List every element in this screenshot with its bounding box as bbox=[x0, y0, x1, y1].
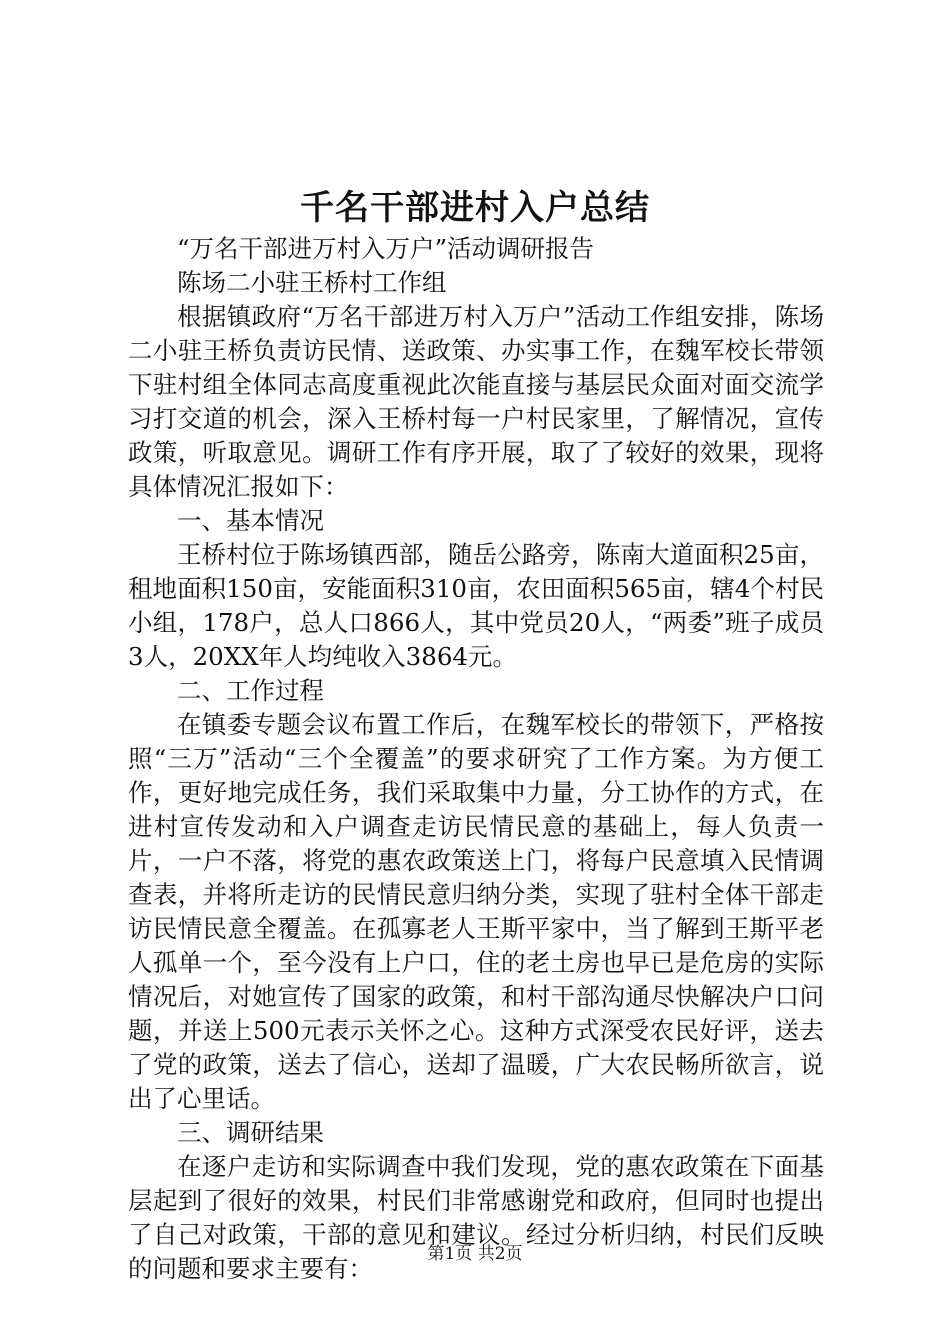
section-heading-results: 三、调研结果 bbox=[177, 1118, 324, 1147]
basic-info-paragraph: 王桥村位于陈场镇西部，随岳公路旁，陈南大道面积25亩，租地面积150亩，安能面积310亩，农田面积565亩，辖4个村民小组，178户，总人口866人，其中党员20人，“两委”班子成员3人，20XX年人均纯收入3864元。 bbox=[128, 540, 824, 671]
document-body bbox=[128, 232, 824, 1286]
section-heading-basic: 一、基本情况 bbox=[177, 506, 324, 535]
report-heading: “万名干部进万村入万户”活动调研报告 bbox=[177, 234, 595, 263]
document-title: 千名干部进村入户总结 bbox=[300, 188, 650, 228]
intro-paragraph: 根据镇政府“万名干部进万村入万户”活动工作组安排，陈场二小驻王桥负责访民情、送政策、办实事工作，在魏军校长带领下驻村组全体同志高度重视此次能直接与基层民众面对面交流学习打交道的机会，深入王桥村每一户村民家里，了解情况，宣传政策，听取意见。调研工作有序开展，取了了较好的效果，现将具体情况汇报如下： bbox=[128, 302, 824, 501]
work-group-line: 陈场二小驻王桥村工作组 bbox=[177, 268, 447, 297]
results-paragraph: 在逐户走访和实际调查中我们发现，党的惠农政策在下面基层起到了很好的效果，村民们非常感谢党和政府，但同时也提出了自己对政策，干部的意见和建议。经过分析归纳，村民们反映的问题和要求主要有： bbox=[128, 1152, 824, 1283]
section-heading-process: 二、工作过程 bbox=[177, 676, 324, 705]
page-number: 第1页 共2页 bbox=[427, 1244, 523, 1264]
process-paragraph: 在镇委专题会议布置工作后，在魏军校长的带领下，严格按照“三万”活动“三个全覆盖”的要求研究了工作方案。为方便工作，更好地完成任务，我们采取集中力量，分工协作的方式，在进村宣传发动和入户调查走访民情民意的基础上，每人负责一片，一户不落，将党的惠农政策送上门，将每户民意填入民情调查表，并将所走访的民情民意归纳分类，实现了驻村全体干部走访民情民意全覆盖。在孤寡老人王斯平家中，当了解到王斯平老人孤单一个，至今没有上户口，住的老土房也早已是危房的实际情况后，对她宣传了国家的政策，和村干部沟通尽快解决户口问题，并送上500元表示关怀之心。这种方式深受农民好评，送去了党的政策，送去了信心，送却了温暖，广大农民畅所欲言，说出了心里话。 bbox=[128, 710, 824, 1113]
